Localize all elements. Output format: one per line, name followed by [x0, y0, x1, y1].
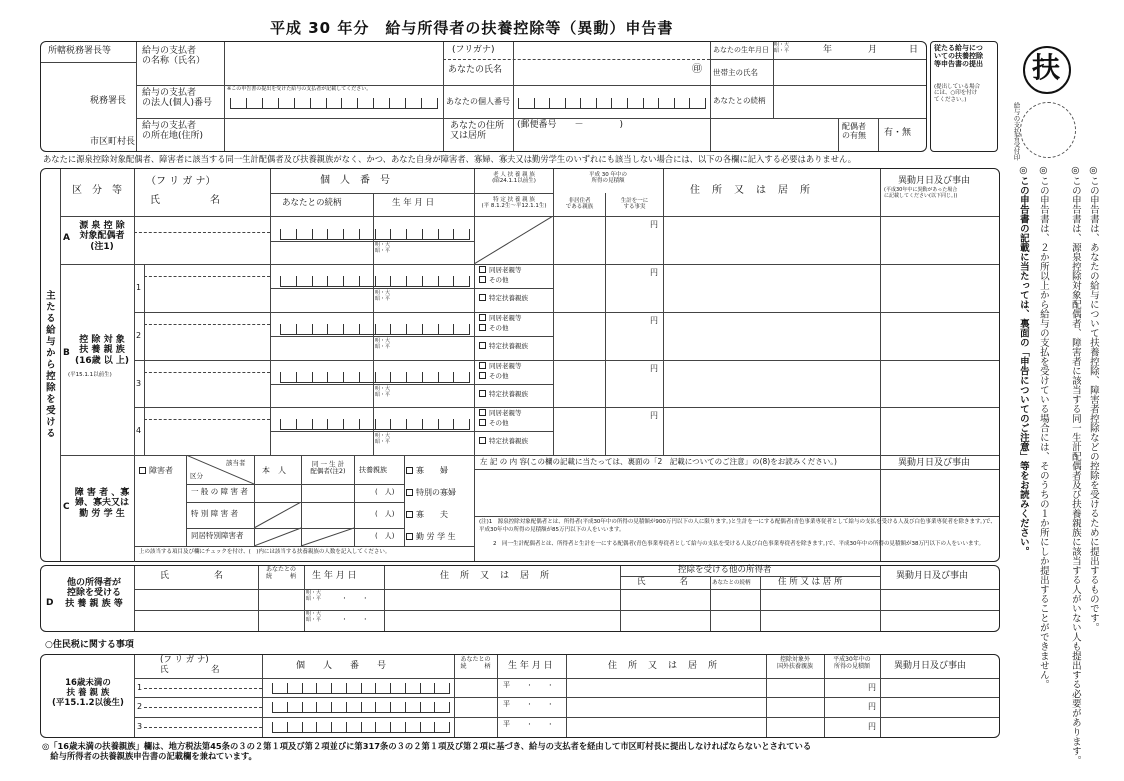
r-row-yen: 円 [868, 683, 876, 692]
col-senior: 老 人 扶 養 親 族 (昭24.1.1以前生) [492, 172, 536, 185]
c-count-2[interactable]: ( 人) [375, 510, 395, 518]
r-row-era: 平 [503, 720, 510, 728]
birth-label: あなたの生年月日 [713, 46, 769, 54]
payer-number-note: ※この申告書の提出を受けた給与の支払者が記載してください。 [227, 86, 372, 92]
resident-label: 16歳未満の 扶 養 親 族 (平15.1.2以後生) [52, 678, 124, 708]
col-number: 個 人 番 号 [320, 175, 390, 186]
relation-label: あなたとの続柄 [713, 96, 766, 105]
b-row-doukyo[interactable] [479, 362, 522, 370]
shicho-label: 市区町村長 [90, 137, 136, 147]
r-row-dots: · · [528, 700, 552, 710]
spouse-umu[interactable]: 有・無 [884, 128, 912, 138]
side-note-3: ◎この申告書は、２か所以上から給与の支払を受けている場合には、そのうちの１か所にしか提出することができません。 [1037, 165, 1049, 689]
d-relation: あなたとの 続 柄 [265, 566, 296, 580]
spouse-label: 配偶者 の有無 [842, 122, 866, 141]
col-nonres: 非居住者 である親族 [565, 198, 594, 211]
b-row-tokutei[interactable] [479, 437, 528, 445]
resident-change: 異動月日及び事由 [894, 661, 967, 671]
c-check-kafu[interactable] [406, 466, 448, 475]
r-row-number[interactable] [272, 702, 450, 713]
main-side-label: 主たる給与から控除を受ける [43, 290, 55, 440]
r-row-number[interactable] [272, 683, 450, 694]
receipt-stamp-icon [1020, 102, 1076, 158]
d-name: 氏 名 [160, 571, 224, 581]
b-row-yen: 円 [650, 316, 658, 325]
col-support: 生計を一に する事実 [620, 198, 649, 211]
b-row-tokutei[interactable] [479, 342, 528, 350]
b-row-sonota[interactable] [479, 276, 509, 284]
form-title: 平成 30 年分 給与所得者の扶養控除等（異動）申告書 [270, 19, 674, 37]
c-shogai[interactable] [139, 466, 173, 475]
col-special: 特 定 扶 養 親 族 (平 8.1.2生～平12.1.1生) [481, 197, 547, 210]
c-check-kafu2-label: 寡 夫 [416, 510, 448, 519]
b-row-number[interactable] [280, 372, 470, 383]
b-row-yen: 円 [650, 411, 658, 420]
c-kubun: 区分 [190, 472, 203, 480]
birth-month: 月 [868, 45, 878, 55]
c-gaito: 該当者 [226, 459, 246, 467]
c-shogai-label: 障害者 [149, 466, 173, 475]
furigana-label: (フリガナ) [452, 45, 495, 55]
receipt-stamp-text: 給与の支払者受付印 [1012, 102, 1021, 161]
r-row-num: 1 [137, 683, 143, 692]
b-row-era: 明・大 昭・平 [375, 338, 391, 350]
note-1: (注)1 源泉控除対象配偶者とは、所得者(平成30年中の所得の見積額が900万円以下の人に限ります。)と生計を一にする配偶者(青色事業専従者として給与の支払を受ける人及び白色事業専従者を除きます。)で、平成30年中の所得の見積額が85万円以下の人をいいます。 [479, 519, 996, 533]
b-row-era: 明・大 昭・平 [375, 433, 391, 445]
b-row-doukyo-label: 同居老親等 [489, 362, 522, 370]
d-letter: D [46, 598, 54, 608]
b-row-doukyo-label: 同居老親等 [489, 409, 522, 417]
d-label: 他の所得者が 控除を受ける 扶 養 親 族 等 [65, 578, 123, 609]
b-row-number[interactable] [280, 276, 470, 287]
col-name: 氏 名 [150, 195, 220, 206]
row-c-label: 障 害 者 、寡 婦、寡夫又は 勤 労 学 生 [74, 488, 130, 519]
d-era-1: 明・大 昭・平 [306, 590, 322, 602]
secondary-label: 従たる給与につ いての扶養控除 等申告書の提出 [934, 44, 983, 69]
b-row-doukyo-label: 同居老親等 [489, 266, 522, 274]
b-row-sonota[interactable] [479, 419, 509, 427]
b-row-doukyo[interactable] [479, 314, 522, 322]
b-row-tokutei-label: 特定扶養親族 [489, 390, 528, 398]
b-row-num: 2 [136, 331, 142, 340]
r-row-yen: 円 [868, 702, 876, 711]
b-row-tokutei[interactable] [479, 294, 528, 302]
b-row-tokutei-label: 特定扶養親族 [489, 294, 528, 302]
d-dots-2: · · [343, 615, 367, 625]
b-row-yen: 円 [650, 268, 658, 277]
d-other-addr: 住 所 又 は 居 所 [778, 577, 843, 587]
c-count-1[interactable]: ( 人) [375, 488, 395, 496]
footer-note: ◎「16歳未満の扶養親族」欄は、地方税法第45条の３の２第１項及び第２項並びに第317条の３の２第１項及び第２項に基づき、給与の支払者を経由して市区町村長に提出しなければならないとされている 給与所得者の扶養親族申告書の記載欄を兼ねています。 [42, 741, 812, 761]
b-row-sonota-label: その他 [489, 324, 509, 332]
r-row-yen: 円 [868, 722, 876, 731]
notice-text: あなたに源泉控除対象配偶者、障害者に該当する同一生計配偶者及び扶養親族がなく、かつ、あなた自身が障害者、寡婦、寡夫又は勤労学生のいずれにも該当しない場合には、以下の各欄に記入する必要はありません。 [43, 154, 857, 164]
r-row-era: 平 [503, 681, 510, 689]
r-row-era: 平 [503, 700, 510, 708]
row-a-label: 源 泉 控 除 対象配偶者 (注1) [79, 221, 125, 252]
seal-mark: ㊞ [692, 64, 702, 75]
row-b-label: 控 除 対 象 扶 養 親 族 (16歳 以 上) [74, 335, 130, 366]
your-number-label: あなたの個人番号 [446, 97, 510, 106]
b-row-num: 4 [136, 426, 142, 435]
d-change: 異動月日及び事由 [896, 571, 969, 581]
d-other-name: 氏 名 [637, 577, 689, 587]
resident-name: 氏 名 [160, 665, 220, 675]
c-detail: 左 記 の 内 容(この欄の記載に当たっては、裏面の「2 記載についてのご注意」の(8)をお読みください。) [480, 457, 837, 466]
row-c-letter: C [63, 502, 70, 512]
resident-relation: あなたとの 続 柄 [460, 656, 491, 670]
birth-year: 年 [823, 45, 833, 55]
b-row-sonota[interactable] [479, 372, 509, 380]
payer-number-label: 給与の支払者 の法人(個人)番号 [142, 88, 213, 109]
b-row-doukyo[interactable] [479, 409, 522, 417]
note-2: 2 同一生計配偶者とは、所得者と生計を一にする配偶者(青色事業専従者として給与の支払を受ける人及び白色事業専従者を除きます。)で、平成30年中の所得の見積額が38万円以下の人をいいます。 [493, 541, 985, 547]
b-row-tokutei-label: 特定扶養親族 [489, 437, 528, 445]
b-row-number[interactable] [280, 324, 470, 335]
r-row-dots: · · [528, 681, 552, 691]
c-honnin: 本 人 [262, 466, 286, 475]
resident-nonres: 控除対象外 国外扶養親族 [776, 656, 813, 670]
fu-stamp-char: 扶 [1032, 51, 1061, 84]
c-row-1: 一 般 の 障 害 者 [191, 487, 248, 496]
c-change: 異動月日及び事由 [898, 458, 971, 468]
row-b-sub: (平15.1.1以前生) [68, 372, 112, 378]
d-other-rel: あなたとの続柄 [712, 580, 751, 586]
col-relation: あなたとの続柄 [282, 198, 342, 208]
resident-income: 平成30年中の 所得の見積額 [833, 656, 871, 670]
c-check-student-label: 勤 労 学 生 [416, 532, 456, 541]
col-kubun: 区 分 等 [72, 185, 122, 196]
your-number-boxes[interactable] [518, 98, 706, 109]
b-row-yen: 円 [650, 364, 658, 373]
resident-heading: ○住民税に関する事項 [45, 640, 134, 650]
resident-number: 個 人 番 号 [296, 661, 387, 671]
b-row-tokutei[interactable] [479, 390, 528, 398]
side-note-2: ◎この申告書は、源泉控除対象配偶者、障害者に該当する同一生計配偶者及び扶養親族に該当する人がいない人も提出する必要があります。 [1069, 165, 1081, 765]
r-row-num: 3 [137, 722, 143, 731]
resident-furigana: (フ リ ガ ナ) [160, 655, 209, 665]
c-check-tokubetsu[interactable] [406, 488, 456, 497]
b-row-tokutei-label: 特定扶養親族 [489, 342, 528, 350]
b-row-sonota-label: その他 [489, 276, 509, 284]
c-row-2: 特 別 障 害 者 [191, 509, 239, 518]
col-furigana: （フ リ ガ ナ） [146, 176, 216, 187]
c-fuyo: 扶養親族 [359, 466, 387, 474]
b-row-era: 明・大 昭・平 [375, 290, 391, 302]
c-check-student[interactable] [406, 532, 456, 541]
resident-addr: 住 所 又 は 居 所 [608, 661, 719, 671]
birth-era: 明・大 昭・平 [774, 42, 790, 54]
b-row-sonota-label: その他 [489, 372, 509, 380]
d-era-2: 明・大 昭・平 [306, 611, 322, 623]
postal-label: (郵便番号 － ) [517, 120, 624, 130]
side-note-4: ◎この申告書の記載に当たっては、裏面の「申告についてのご注意」等をお読みください。 [1017, 165, 1029, 556]
zeimusho-label: 税務署長 [90, 96, 127, 106]
r-row-dots: · · [528, 720, 552, 730]
householder-label: 世帯主の氏名 [713, 68, 758, 77]
resident-birth: 生 年 月 日 [508, 661, 553, 671]
row-a-era: 明・大 昭・平 [375, 242, 391, 254]
b-row-doukyo-label: 同居老親等 [489, 314, 522, 322]
b-row-num: 3 [136, 379, 142, 388]
payer-addr-label: 給与の支払者 の所在地(住所) [142, 121, 204, 142]
row-a-letter: A [63, 233, 70, 243]
birth-day: 日 [909, 45, 919, 55]
d-addr: 住 所 又 は 居 所 [440, 571, 551, 581]
secondary-note: (提出している場合 には、○印を付け てください。) [934, 84, 981, 103]
r-row-num: 2 [137, 702, 143, 711]
row-a-number[interactable] [280, 229, 470, 240]
b-row-doukyo[interactable] [479, 266, 522, 274]
your-addr-label: あなたの住所 又は居所 [450, 121, 505, 142]
b-row-num: 1 [136, 283, 142, 292]
c-count-3[interactable]: ( 人) [375, 532, 395, 540]
c-check-kafu2[interactable] [406, 510, 448, 519]
d-other: 控除を受ける他の所得者 [678, 565, 772, 575]
col-change-note: (平成30年中に異動があった場合 に記載してください(以下同じ。)) [884, 187, 958, 199]
payer-number-boxes[interactable] [230, 98, 438, 109]
c-note: 上の該当する項目及び欄にチェックを付け、( )内には該当する扶養親族の人数を記入してください。 [139, 549, 391, 555]
b-row-sonota[interactable] [479, 324, 509, 332]
col-birth: 生 年 月 日 [392, 198, 435, 208]
b-row-number[interactable] [280, 419, 470, 430]
d-birth: 生 年 月 日 [312, 571, 357, 581]
c-row-3: 同居特別障害者 [191, 531, 244, 540]
c-check-kafu-label: 寡 婦 [416, 466, 448, 475]
row-a-yen: 円 [650, 220, 658, 229]
col-addr: 住 所 又 は 居 所 [690, 185, 811, 196]
d-dots-1: · · [343, 594, 367, 604]
col-income: 平成 30 年中の 所得の見積額 [589, 172, 627, 185]
c-shogai-checkbox[interactable] [139, 467, 146, 474]
r-row-number[interactable] [272, 722, 450, 733]
b-row-era: 明・大 昭・平 [375, 386, 391, 398]
c-check-tokubetsu-label: 特別の寡婦 [416, 488, 456, 497]
office-label: 所轄税務署長等 [48, 46, 112, 56]
payer-name-label: 給与の支払者 の名称（氏名） [142, 46, 206, 67]
your-name-label: あなたの氏名 [448, 65, 503, 75]
side-note-1: ◎この申告書は、あなたの給与について扶養控除、障害者控除などの控除を受けるために提出するものです。 [1087, 165, 1099, 632]
c-dohitsu: 同 一 生 計 配偶者(注2) [310, 460, 346, 476]
col-change: 異動月日及び事由 [898, 176, 971, 186]
b-row-sonota-label: その他 [489, 419, 509, 427]
row-b-letter: B [63, 348, 70, 358]
